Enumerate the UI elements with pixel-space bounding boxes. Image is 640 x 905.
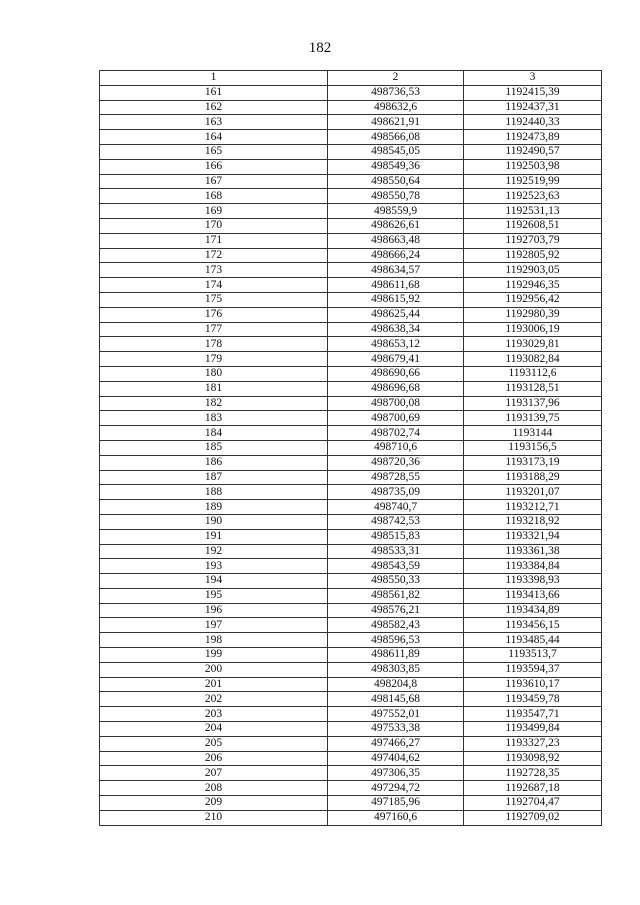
table-row <box>100 810 602 825</box>
y-coordinate-cell: 1193218,92 <box>464 514 602 529</box>
point-number-cell: 181 <box>100 381 328 396</box>
x-coordinate-cell: 498204,8 <box>328 677 464 692</box>
table-row <box>100 440 602 455</box>
point-number-cell: 179 <box>100 352 328 367</box>
x-coordinate-cell: 498702,74 <box>328 426 464 441</box>
point-number-cell: 196 <box>100 603 328 618</box>
point-number-cell: 209 <box>100 796 328 811</box>
table-row <box>100 722 602 737</box>
table-row <box>100 455 602 470</box>
point-number-cell: 174 <box>100 278 328 293</box>
x-coordinate-cell: 498728,55 <box>328 470 464 485</box>
point-number-cell: 203 <box>100 707 328 722</box>
x-coordinate-cell: 498679,41 <box>328 352 464 367</box>
point-number-cell: 178 <box>100 337 328 352</box>
table-row <box>100 233 602 248</box>
x-coordinate-cell: 498549,36 <box>328 159 464 174</box>
table-row <box>100 292 602 307</box>
table-row <box>100 426 602 441</box>
table-row <box>100 766 602 781</box>
y-coordinate-cell: 1193082,84 <box>464 352 602 367</box>
table-row <box>100 144 602 159</box>
y-coordinate-cell: 1192531,13 <box>464 204 602 219</box>
x-coordinate-cell: 498145,68 <box>328 692 464 707</box>
point-number-cell: 163 <box>100 115 328 130</box>
point-number-cell: 184 <box>100 426 328 441</box>
y-coordinate-cell: 1192415,39 <box>464 85 602 100</box>
y-coordinate-cell: 1193513,7 <box>464 648 602 663</box>
x-coordinate-cell: 498566,08 <box>328 130 464 145</box>
table-row <box>100 781 602 796</box>
x-coordinate-cell: 498666,24 <box>328 248 464 263</box>
x-coordinate-cell: 498696,68 <box>328 381 464 396</box>
table-row <box>100 278 602 293</box>
y-coordinate-cell: 1193384,84 <box>464 559 602 574</box>
table-row <box>100 677 602 692</box>
y-coordinate-cell: 1192980,39 <box>464 307 602 322</box>
x-coordinate-cell: 498626,61 <box>328 218 464 233</box>
table-row <box>100 263 602 278</box>
column-header-1: 1 <box>100 71 328 86</box>
y-coordinate-cell: 1192503,98 <box>464 159 602 174</box>
coordinates-table <box>99 70 602 826</box>
table-row <box>100 588 602 603</box>
y-coordinate-cell: 1193321,94 <box>464 529 602 544</box>
point-number-cell: 202 <box>100 692 328 707</box>
x-coordinate-cell: 498576,21 <box>328 603 464 618</box>
y-coordinate-cell: 1192440,33 <box>464 115 602 130</box>
y-coordinate-cell: 1193112,6 <box>464 366 602 381</box>
point-number-cell: 176 <box>100 307 328 322</box>
y-coordinate-cell: 1193361,38 <box>464 544 602 559</box>
point-number-cell: 201 <box>100 677 328 692</box>
table-row <box>100 322 602 337</box>
table-row <box>100 662 602 677</box>
table-row <box>100 100 602 115</box>
x-coordinate-cell: 498550,33 <box>328 574 464 589</box>
page-number: 182 <box>308 40 332 56</box>
point-number-cell: 165 <box>100 144 328 159</box>
x-coordinate-cell: 498582,43 <box>328 618 464 633</box>
column-header-3: 3 <box>464 71 602 86</box>
x-coordinate-cell: 497294,72 <box>328 781 464 796</box>
y-coordinate-cell: 1192687,18 <box>464 781 602 796</box>
table-row <box>100 218 602 233</box>
y-coordinate-cell: 1192946,35 <box>464 278 602 293</box>
y-coordinate-cell: 1193098,92 <box>464 751 602 766</box>
point-number-cell: 208 <box>100 781 328 796</box>
y-coordinate-cell: 1192490,57 <box>464 144 602 159</box>
table-row <box>100 396 602 411</box>
table-row <box>100 248 602 263</box>
y-coordinate-cell: 1192703,79 <box>464 233 602 248</box>
point-number-cell: 168 <box>100 189 328 204</box>
y-coordinate-cell: 1193156,5 <box>464 440 602 455</box>
x-coordinate-cell: 498710,6 <box>328 440 464 455</box>
table-row <box>100 574 602 589</box>
x-coordinate-cell: 498742,53 <box>328 514 464 529</box>
table-row <box>100 736 602 751</box>
y-coordinate-cell: 1193547,71 <box>464 707 602 722</box>
point-number-cell: 185 <box>100 440 328 455</box>
x-coordinate-cell: 498621,91 <box>328 115 464 130</box>
table-row <box>100 648 602 663</box>
y-coordinate-cell: 1193128,51 <box>464 381 602 396</box>
table-row <box>100 174 602 189</box>
y-coordinate-cell: 1193201,07 <box>464 485 602 500</box>
y-coordinate-cell: 1193413,66 <box>464 588 602 603</box>
point-number-cell: 187 <box>100 470 328 485</box>
table-row <box>100 618 602 633</box>
table-row <box>100 189 602 204</box>
x-coordinate-cell: 498533,31 <box>328 544 464 559</box>
x-coordinate-cell: 497160,6 <box>328 810 464 825</box>
x-coordinate-cell: 498596,53 <box>328 633 464 648</box>
point-number-cell: 204 <box>100 722 328 737</box>
point-number-cell: 171 <box>100 233 328 248</box>
x-coordinate-cell: 498550,64 <box>328 174 464 189</box>
x-coordinate-cell: 497185,96 <box>328 796 464 811</box>
header-row <box>100 71 602 86</box>
point-number-cell: 173 <box>100 263 328 278</box>
x-coordinate-cell: 498543,59 <box>328 559 464 574</box>
table-row <box>100 470 602 485</box>
y-coordinate-cell: 1192903,05 <box>464 263 602 278</box>
y-coordinate-cell: 1192519,99 <box>464 174 602 189</box>
y-coordinate-cell: 1192437,31 <box>464 100 602 115</box>
table-row <box>100 85 602 100</box>
y-coordinate-cell: 1192523,63 <box>464 189 602 204</box>
y-coordinate-cell: 1193456,15 <box>464 618 602 633</box>
x-coordinate-cell: 498740,7 <box>328 500 464 515</box>
table-row <box>100 633 602 648</box>
y-coordinate-cell: 1193139,75 <box>464 411 602 426</box>
point-number-cell: 190 <box>100 514 328 529</box>
table-header <box>100 71 602 86</box>
table-row <box>100 514 602 529</box>
x-coordinate-cell: 498611,89 <box>328 648 464 663</box>
x-coordinate-cell: 497404,62 <box>328 751 464 766</box>
table-row <box>100 751 602 766</box>
y-coordinate-cell: 1193459,78 <box>464 692 602 707</box>
y-coordinate-cell: 1193434,89 <box>464 603 602 618</box>
table-row <box>100 381 602 396</box>
table-row <box>100 692 602 707</box>
table-row <box>100 159 602 174</box>
x-coordinate-cell: 498663,48 <box>328 233 464 248</box>
x-coordinate-cell: 498735,09 <box>328 485 464 500</box>
table-row <box>100 307 602 322</box>
y-coordinate-cell: 1193212,71 <box>464 500 602 515</box>
y-coordinate-cell: 1193499,84 <box>464 722 602 737</box>
table-row <box>100 366 602 381</box>
point-number-cell: 188 <box>100 485 328 500</box>
point-number-cell: 161 <box>100 85 328 100</box>
y-coordinate-cell: 1193173,19 <box>464 455 602 470</box>
point-number-cell: 192 <box>100 544 328 559</box>
y-coordinate-cell: 1193485,44 <box>464 633 602 648</box>
x-coordinate-cell: 498561,82 <box>328 588 464 603</box>
x-coordinate-cell: 498720,36 <box>328 455 464 470</box>
point-number-cell: 207 <box>100 766 328 781</box>
y-coordinate-cell: 1193398,93 <box>464 574 602 589</box>
table-row <box>100 485 602 500</box>
point-number-cell: 186 <box>100 455 328 470</box>
point-number-cell: 206 <box>100 751 328 766</box>
table-row <box>100 352 602 367</box>
y-coordinate-cell: 1193029,81 <box>464 337 602 352</box>
point-number-cell: 198 <box>100 633 328 648</box>
x-coordinate-cell: 498615,92 <box>328 292 464 307</box>
point-number-cell: 169 <box>100 204 328 219</box>
table-row <box>100 130 602 145</box>
y-coordinate-cell: 1192805,92 <box>464 248 602 263</box>
point-number-cell: 200 <box>100 662 328 677</box>
x-coordinate-cell: 498611,68 <box>328 278 464 293</box>
x-coordinate-cell: 498653,12 <box>328 337 464 352</box>
y-coordinate-cell: 1193594,37 <box>464 662 602 677</box>
x-coordinate-cell: 497466,27 <box>328 736 464 751</box>
point-number-cell: 189 <box>100 500 328 515</box>
x-coordinate-cell: 498638,34 <box>328 322 464 337</box>
x-coordinate-cell: 498700,69 <box>328 411 464 426</box>
table-row <box>100 204 602 219</box>
x-coordinate-cell: 497306,35 <box>328 766 464 781</box>
x-coordinate-cell: 498736,53 <box>328 85 464 100</box>
x-coordinate-cell: 498303,85 <box>328 662 464 677</box>
point-number-cell: 199 <box>100 648 328 663</box>
point-number-cell: 167 <box>100 174 328 189</box>
point-number-cell: 193 <box>100 559 328 574</box>
point-number-cell: 177 <box>100 322 328 337</box>
point-number-cell: 210 <box>100 810 328 825</box>
y-coordinate-cell: 1193610,17 <box>464 677 602 692</box>
table-row <box>100 411 602 426</box>
table-row <box>100 115 602 130</box>
y-coordinate-cell: 1193006,19 <box>464 322 602 337</box>
table-row <box>100 500 602 515</box>
y-coordinate-cell: 1193144 <box>464 426 602 441</box>
point-number-cell: 166 <box>100 159 328 174</box>
point-number-cell: 170 <box>100 218 328 233</box>
point-number-cell: 205 <box>100 736 328 751</box>
x-coordinate-cell: 498625,44 <box>328 307 464 322</box>
point-number-cell: 194 <box>100 574 328 589</box>
y-coordinate-cell: 1192608,51 <box>464 218 602 233</box>
x-coordinate-cell: 498515,83 <box>328 529 464 544</box>
point-number-cell: 197 <box>100 618 328 633</box>
point-number-cell: 162 <box>100 100 328 115</box>
table-row <box>100 559 602 574</box>
table-row <box>100 796 602 811</box>
x-coordinate-cell: 497552,01 <box>328 707 464 722</box>
x-coordinate-cell: 498700,08 <box>328 396 464 411</box>
table-body <box>100 85 602 825</box>
x-coordinate-cell: 498545,05 <box>328 144 464 159</box>
point-number-cell: 172 <box>100 248 328 263</box>
table-row <box>100 529 602 544</box>
y-coordinate-cell: 1193327,23 <box>464 736 602 751</box>
y-coordinate-cell: 1192709,02 <box>464 810 602 825</box>
x-coordinate-cell: 497533,38 <box>328 722 464 737</box>
point-number-cell: 180 <box>100 366 328 381</box>
x-coordinate-cell: 498559,9 <box>328 204 464 219</box>
point-number-cell: 183 <box>100 411 328 426</box>
y-coordinate-cell: 1193188,29 <box>464 470 602 485</box>
table-row <box>100 603 602 618</box>
x-coordinate-cell: 498632,6 <box>328 100 464 115</box>
point-number-cell: 182 <box>100 396 328 411</box>
x-coordinate-cell: 498634,57 <box>328 263 464 278</box>
y-coordinate-cell: 1192473,89 <box>464 130 602 145</box>
x-coordinate-cell: 498550,78 <box>328 189 464 204</box>
table-row <box>100 337 602 352</box>
column-header-2: 2 <box>328 71 464 86</box>
table-row <box>100 544 602 559</box>
point-number-cell: 175 <box>100 292 328 307</box>
y-coordinate-cell: 1192728,35 <box>464 766 602 781</box>
y-coordinate-cell: 1193137,96 <box>464 396 602 411</box>
table-row <box>100 707 602 722</box>
point-number-cell: 195 <box>100 588 328 603</box>
x-coordinate-cell: 498690,66 <box>328 366 464 381</box>
point-number-cell: 191 <box>100 529 328 544</box>
y-coordinate-cell: 1192956,42 <box>464 292 602 307</box>
y-coordinate-cell: 1192704,47 <box>464 796 602 811</box>
point-number-cell: 164 <box>100 130 328 145</box>
